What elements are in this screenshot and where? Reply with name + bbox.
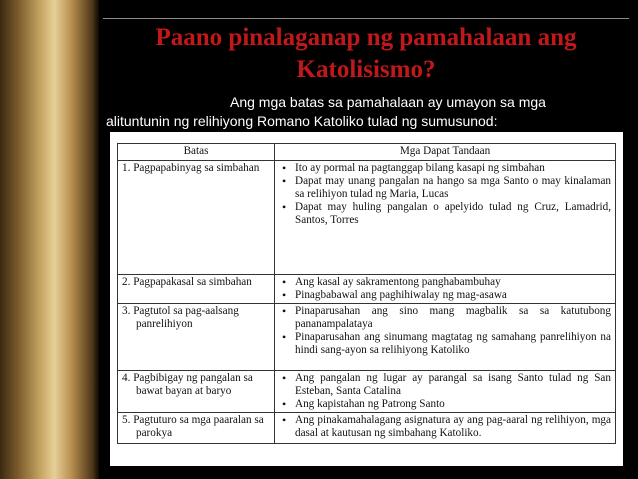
table-row bbox=[118, 275, 616, 304]
title-divider-line bbox=[103, 18, 629, 19]
note-item: • Ang kasal ay sakramentong panghabambuhay bbox=[295, 276, 611, 289]
law-cell: 5. Pagtuturo sa mga paaralan sa parokya bbox=[118, 413, 275, 444]
notes-cell bbox=[275, 275, 616, 304]
intro-text bbox=[106, 93, 631, 131]
slide-title-line-1: Paano pinalaganap ng pamahalaan ang bbox=[155, 24, 577, 51]
notes-cell bbox=[275, 413, 616, 444]
note-item: • Ang pangalan ng lugar ay parangal sa isang Santo tulad ng San Esteban, Santa Catalina bbox=[295, 372, 611, 398]
header-batas: Batas bbox=[118, 144, 275, 161]
intro-line-1: Ang mga batas sa pamahalaan ay umayon sa mga bbox=[230, 94, 546, 110]
notes-cell bbox=[275, 161, 616, 275]
decorative-gold-sidebar bbox=[0, 0, 99, 479]
note-item: • Dapat may huling pangalan o apelyido tulad ng Cruz, Lamadrid, Santos, Torres bbox=[295, 201, 611, 227]
intro-line-2: alituntunin ng relihiyong Romano Katoliko tulad ng sumusunod: bbox=[106, 113, 498, 129]
header-mga-dapat-tandaan: Mga Dapat Tandaan bbox=[275, 144, 616, 161]
law-cell: 2. Pagpapakasal sa simbahan bbox=[118, 275, 275, 304]
note-item: • Ang kapistahan ng Patrong Santo bbox=[295, 398, 611, 411]
note-item: • Ito ay pormal na pagtanggap bilang kasapi ng simbahan bbox=[295, 162, 611, 175]
notes-cell bbox=[275, 371, 616, 413]
table-row bbox=[118, 161, 616, 275]
law-cell: 4. Pagbibigay ng pangalan sa bawat bayan at baryo bbox=[118, 371, 275, 413]
table-row bbox=[118, 413, 616, 444]
table-header-row bbox=[118, 144, 616, 161]
law-cell: 1. Pagpapabinyag sa simbahan bbox=[118, 161, 275, 275]
note-item: • Pinaparusahan ang sinumang magtatag ng samahang panrelihiyon na hindi sang-ayon sa relihiyong Katoliko bbox=[295, 331, 611, 357]
slide-title-line-2: Katolisismo? bbox=[296, 56, 436, 83]
table-row bbox=[118, 371, 616, 413]
table-panel bbox=[110, 132, 623, 466]
slide-title bbox=[103, 22, 629, 86]
table-row bbox=[118, 304, 616, 371]
note-item: • Ang pinakamahalagang asignatura ay ang pag-aaral ng relihiyon, mga dasal at kautusan ng simbahang Katoliko. bbox=[295, 414, 611, 440]
note-item: • Pinagbabawal ang paghihiwalay ng mag-asawa bbox=[295, 289, 611, 302]
note-item: • Dapat may unang pangalan na hango sa mga Santo o may kinalaman sa relihiyon tulad ng Maria, Lucas bbox=[295, 175, 611, 201]
laws-table bbox=[117, 143, 616, 444]
notes-cell bbox=[275, 304, 616, 371]
note-item: • Pinaparusahan ang sino mang magbalik sa sa katutubong pananampalataya bbox=[295, 305, 611, 331]
law-cell: 3. Pagtutol sa pag-aalsang panrelihiyon bbox=[118, 304, 275, 371]
